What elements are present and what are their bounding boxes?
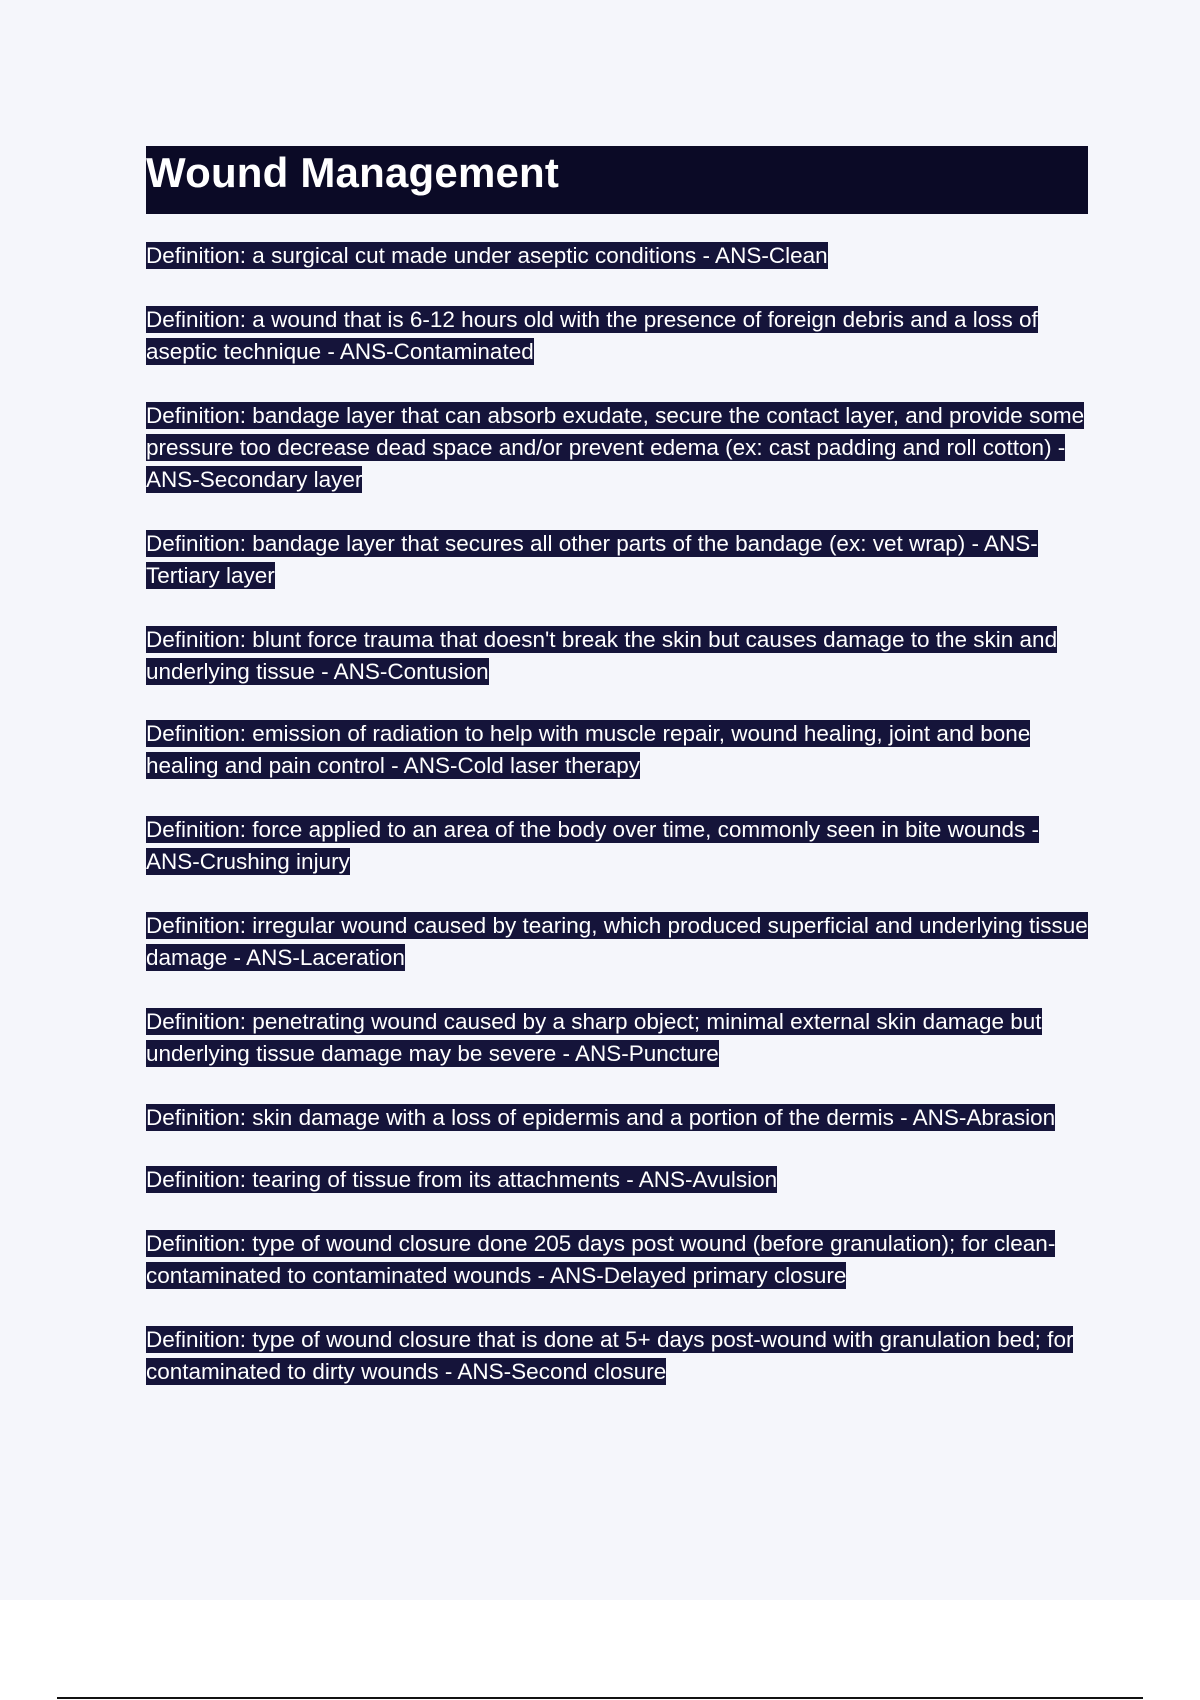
footer-divider — [57, 1697, 1143, 1699]
definition-text: Definition: type of wound closure done 205 days post wound (before granulation); for clean-contaminated to contaminated wounds - ANS-Delayed primary closure — [146, 1231, 1056, 1288]
definition-entry — [146, 718, 1088, 782]
definition-entry — [146, 304, 1088, 368]
definition-text: Definition: skin damage with a loss of epidermis and a portion of the dermis - ANS-Abrasion — [146, 1105, 1056, 1130]
definition-text: Definition: tearing of tissue from its attachments - ANS-Avulsion — [146, 1167, 778, 1192]
definition-entry — [146, 1164, 1088, 1196]
definition-text: Definition: blunt force trauma that doesn't break the skin but causes damage to the skin and underlying tissue - ANS-Contusion — [146, 627, 1058, 684]
definition-text: Definition: emission of radiation to help with muscle repair, wound healing, joint and bone healing and pain control - ANS-Cold laser therapy — [146, 721, 1031, 778]
definition-entry — [146, 400, 1088, 496]
title-bar — [146, 146, 1088, 214]
document-title: Wound Management — [146, 149, 560, 196]
definition-entry — [146, 910, 1088, 974]
definition-entry — [146, 814, 1088, 878]
definition-text: Definition: a wound that is 6-12 hours old with the presence of foreign debris and a loss of aseptic technique - ANS-Contaminated — [146, 307, 1038, 364]
document-content — [146, 146, 1088, 1388]
definition-text: Definition: type of wound closure that is done at 5+ days post-wound with granulation bed; for contaminated to dirty wounds - ANS-Second closure — [146, 1327, 1074, 1384]
definition-text: Definition: penetrating wound caused by a sharp object; minimal external skin damage but underlying tissue damage may be severe - ANS-Puncture — [146, 1009, 1042, 1066]
definition-entry — [146, 1006, 1088, 1070]
definition-text: Definition: a surgical cut made under aseptic conditions - ANS-Clean — [146, 243, 828, 268]
definition-text: Definition: force applied to an area of the body over time, commonly seen in bite wounds - ANS-Crushing injury — [146, 817, 1039, 874]
definition-text: Definition: bandage layer that secures all other parts of the bandage (ex: vet wrap) - ANS-Tertiary layer — [146, 531, 1038, 588]
definition-entry — [146, 528, 1088, 592]
definition-entry — [146, 1228, 1088, 1292]
definition-entry — [146, 1324, 1088, 1388]
definition-entry — [146, 1102, 1088, 1134]
definition-entry — [146, 624, 1088, 688]
definition-entry — [146, 240, 1088, 272]
definition-text: Definition: irregular wound caused by tearing, which produced superficial and underlying tissue damage - ANS-Laceration — [146, 913, 1088, 970]
definition-text: Definition: bandage layer that can absorb exudate, secure the contact layer, and provide some pressure too decrease dead space and/or prevent edema (ex: cast padding and roll cotton) - ANS-Secondary layer — [146, 403, 1085, 492]
definition-list — [146, 240, 1088, 1388]
